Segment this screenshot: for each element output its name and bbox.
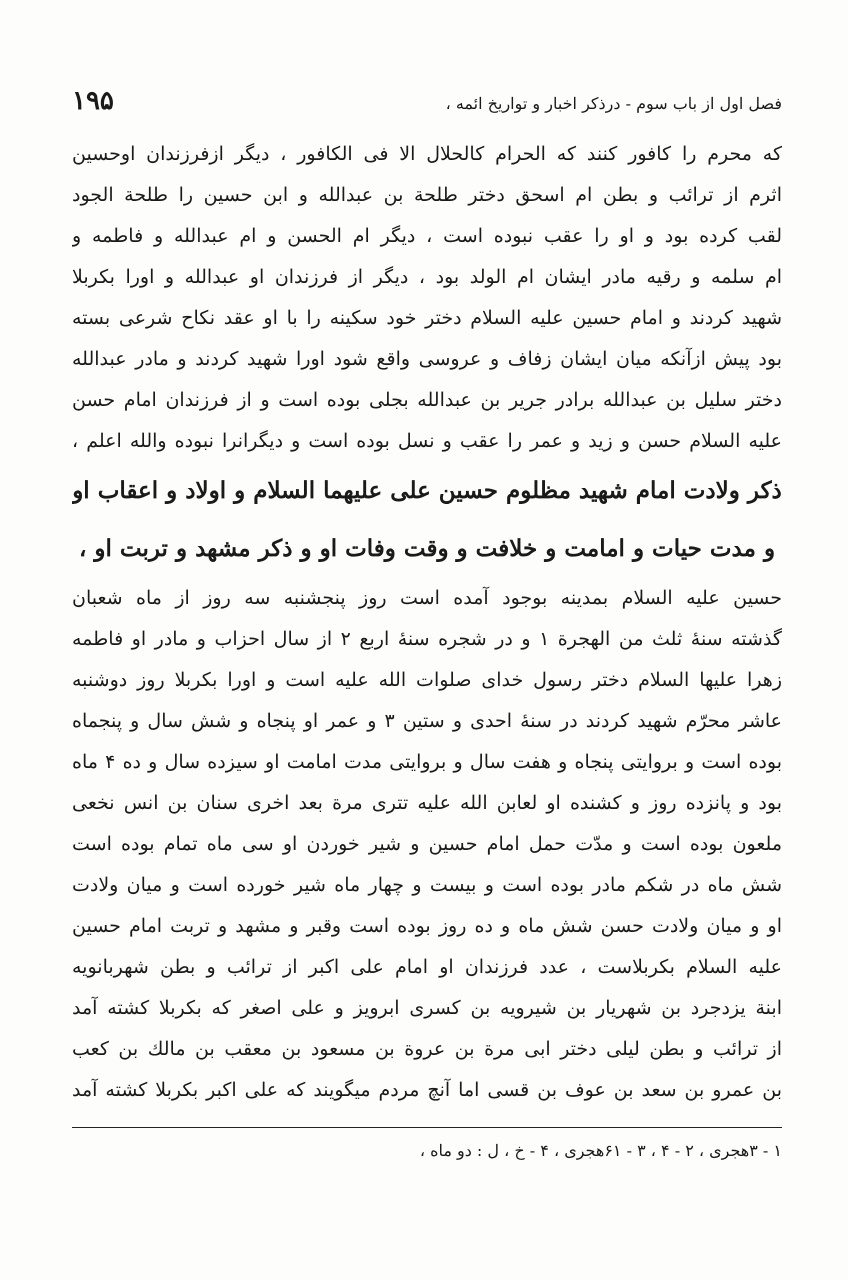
text-line: ابنة یزدجرد بن شهریار بن شیرویه بن کسری ابرویز و علی اصغر که بکربلا کشته آمد [72, 997, 782, 1019]
text-line: بود و پانزده روز و کشنده او لعابن الله علیه تتری مرة بعد اخری سنان بن انس نخعی [72, 792, 782, 814]
document-page [72, 86, 782, 1236]
text-line: شش ماه در شکم مادر بوده است و بیست و چهار ماه شیر خورده است و میان ولادت [72, 874, 782, 896]
text-line: که محرم را کافور کنند که الحرام کالحلال الا فی الکافور ، دیگر ازفرزندان اوحسین [72, 143, 782, 165]
text-line: گذشته سنهٔ ثلث من الهجرة ۱ و در شجره سنهٔ اربع ۲ از سال احزاب و مادر او فاطمه [72, 628, 782, 650]
footnote-divider [72, 1127, 782, 1128]
text-line: ملعون بوده است و مدّت حمل امام حسین و شیر خوردن او سی ماه تمام بوده است [72, 833, 782, 855]
text-line: بود پیش ازآنکه میان ایشان زفاف و عروسی واقع شود اورا شهید کردند و مادر عبدالله [72, 348, 782, 370]
text-line: از ترائب و بطن لیلی دختر ابی مرة بن عروة بن مسعود بن معقب بن مالك بن کعب [72, 1038, 782, 1060]
text-line: ام سلمه و رقیه مادر ایشان ام الولد بود ، دیگر از فرزندان او عبدالله و اورا بکربلا [72, 266, 782, 288]
text-line: علیه السلام حسن و زید و عمر را عقب و نسل بوده است و دیگرانرا نبوده والله اعلم ، [72, 430, 782, 452]
text-line: لقب کرده بود و او را عقب نبوده است ، دیگر ام الحسن و ام عبدالله و فاطمه و [72, 225, 782, 247]
footnotes: ۱ - ۳هجری ، ۲ - ۴ ، ۳ - ۶۱هجری ، ۴ - خ ، ل : دو ماه ، [419, 1141, 782, 1160]
text-line: بوده است و بروایتی پنجاه و هفت سال و بروایتی مدت امامت او سیزده سال و ده ۴ ماه [72, 751, 782, 773]
paragraph-1 [72, 134, 782, 462]
text-line: دختر سلیل بن عبدالله برادر جریر بن عبدالله بجلی بوده است و از فرزندان امام حسن [72, 389, 782, 411]
text-line: شهید کردند و امام حسین علیه السلام دختر خود سکینه را با او عقد نکاح شرعی بسته [72, 307, 782, 329]
text-line: حسین علیه السلام بمدینه بوجود آمده است روز پنجشنبه سه روز از ماه شعبان [72, 587, 782, 609]
paragraph-2 [72, 578, 782, 1111]
page-number: ۱۹۵ [72, 86, 114, 116]
text-line: زهرا علیها السلام دختر رسول خدای صلوات الله علیه است و اورا بکربلا روز دوشنبه [72, 669, 782, 691]
text-line: بن عمرو بن سعد بن عوف بن قسی اما آنچ مردم میگویند که علی اکبر بکربلا کشته آمد [72, 1079, 782, 1101]
heading-line: ذکر ولادت امام شهید مظلوم حسین علی علیهما السلام و اولاد و اعقاب او [72, 477, 782, 504]
text-line: اثرم از ترائب و بطن ام اسحق دختر طلحة بن عبدالله و ابن حسین را طلحة الجود [72, 184, 782, 206]
running-title: فصل اول از باب سوم - درذکر اخبار و تواریخ ائمه ، [445, 94, 782, 113]
page-header [72, 86, 782, 134]
text-line: عاشر محرّم شهید کردند در سنهٔ احدی و ستین ۳ و عمر او پنجاه و شش سال و پنجماه [72, 710, 782, 732]
heading-line: و مدت حیات و امامت و خلافت و وقت وفات او و ذکر مشهد و تربت او ، [78, 535, 776, 562]
section-heading [72, 462, 782, 578]
text-line: او و میان ولادت حسن شش ماه و ده روز بوده است وقبر و مشهد و تربت امام حسین [72, 915, 782, 937]
text-line: علیه السلام بکربلاست ، عدد فرزندان او امام علی اکبر از ترائب و بطن شهربانویه [72, 956, 782, 978]
